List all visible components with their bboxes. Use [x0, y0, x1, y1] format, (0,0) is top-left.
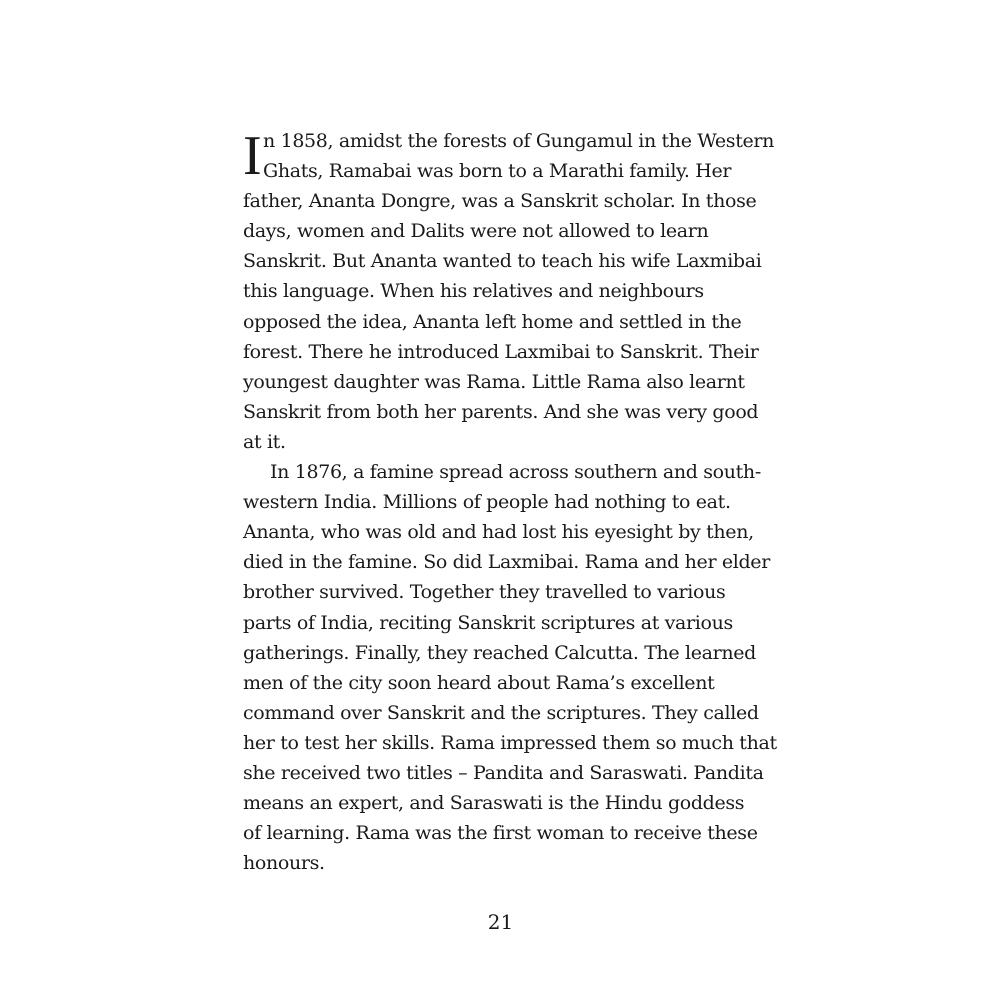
text-line: men of the city soon heard about Rama’s excellent [243, 671, 715, 694]
text-line: Ananta, who was old and had lost his eyesight by then, [243, 521, 754, 544]
text-line: western India. Millions of people had nothing to eat. [243, 491, 731, 514]
paragraph-1 [243, 126, 773, 457]
text-line: means an expert, and Saraswati is the Hindu goddess [243, 792, 745, 815]
text-line: of learning. Rama was the first woman to receive these [243, 822, 758, 845]
text-line: parts of India, reciting Sanskrit scriptures at various [243, 611, 733, 634]
text-line-content: n 1858, amidst the forests of Gungamul in the Western [263, 130, 775, 152]
text-line: at it. [243, 430, 286, 453]
text-line: father, Ananta Dongre, was a Sanskrit scholar. In those [243, 190, 757, 213]
page-number: 21 [487, 910, 514, 934]
text-line: she received two titles – Pandita and Saraswati. Pandita [243, 761, 764, 784]
text-line: her to test her skills. Rama impressed them so much that [243, 731, 777, 754]
text-line: brother survived. Together they travelled to various [243, 581, 726, 604]
body-text [243, 125, 777, 878]
paragraph-2 [243, 457, 777, 878]
text-line: Sanskrit. But Ananta wanted to teach his wife Laxmibai [243, 250, 762, 273]
text-line: command over Sanskrit and the scriptures. They called [243, 701, 759, 724]
text-line: Sanskrit from both her parents. And she was very good [243, 400, 759, 423]
text-line: gatherings. Finally, they reached Calcutta. The learned [243, 641, 756, 664]
drop-cap: I [243, 125, 262, 187]
text-line: this language. When his relatives and neighbours [243, 280, 704, 303]
text-line: youngest daughter was Rama. Little Rama also learnt [243, 370, 745, 393]
text-line: forest. There he introduced Laxmibai to Sanskrit. Their [243, 340, 759, 363]
text-line: died in the famine. So did Laxmibai. Rama and her elder [243, 551, 770, 574]
text-line: days, women and Dalits were not allowed to learn [243, 220, 709, 243]
text-line: opposed the idea, Ananta left home and settled in the [243, 310, 742, 333]
text-line: Ghats, Ramabai was born to a Marathi family. Her [263, 160, 732, 183]
text-line: honours. [243, 852, 325, 875]
text-line: In 1876, a famine spread across southern and south- [270, 461, 761, 484]
